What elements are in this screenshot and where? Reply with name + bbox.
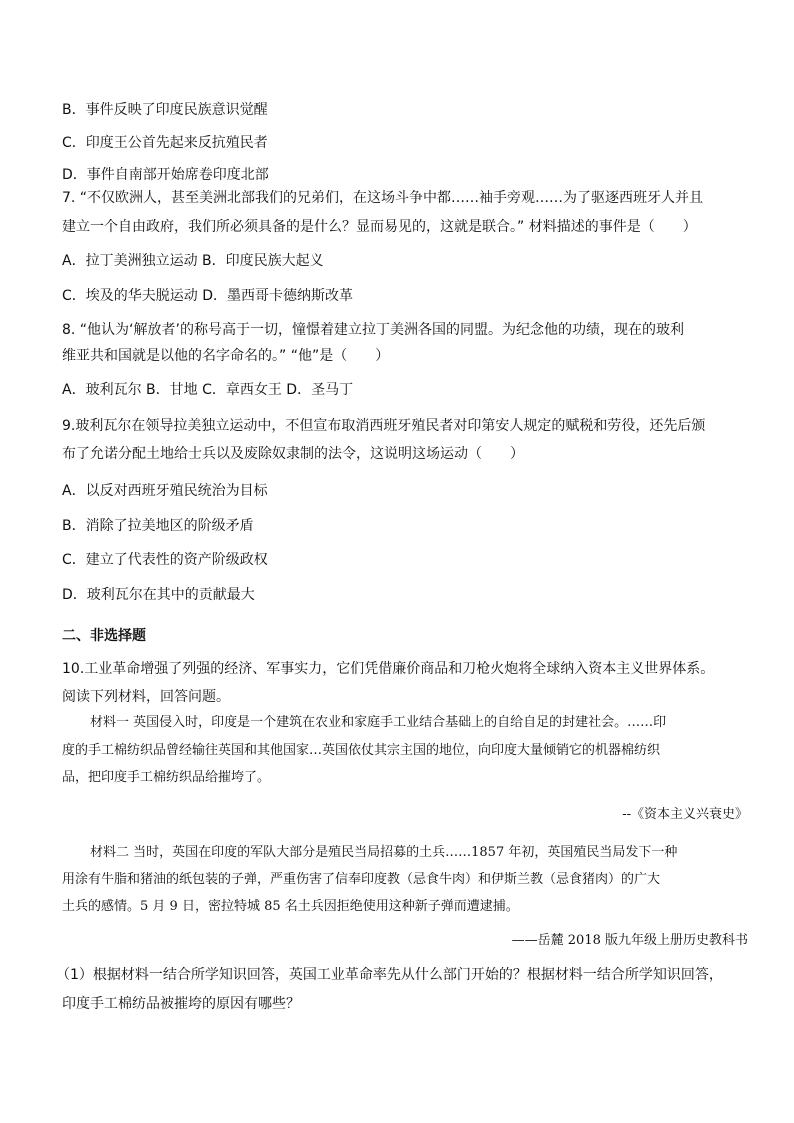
q8-stem-line2: 维亚共和国就是以他的名字命名的。” “他”是（ ） bbox=[62, 348, 390, 364]
material-two-line3: 土兵的感情。5 月 9 日，密拉特城 85 名土兵因拒绝使用这种新子弹而遭逮捕。 bbox=[62, 899, 519, 914]
material-one-line2: 度的手工棉纺织品曾经输往英国和其他国家…英国依仗其宗主国的地位，向印度大量倾销它的机器棉纺织 bbox=[62, 743, 661, 758]
q9-option-a: A．以反对西班牙殖民统治为目标 bbox=[62, 483, 268, 499]
q6-option-d: D．事件自南部开始席卷印度北部 bbox=[62, 167, 269, 183]
q7-options-ab: A．拉丁美洲独立运动 B．印度民族大起义 bbox=[62, 253, 324, 269]
q10-subquestion-1-line1: （1）根据材料一结合所学知识回答，英国工业革命率先从什么部门开始的？根据材料一结合所学知识回答， bbox=[56, 967, 723, 983]
q8-options: A．玻利瓦尔 B．甘地 C．章西女王 D．圣马丁 bbox=[62, 382, 354, 398]
q9-option-d: D．玻利瓦尔在其中的贡献最大 bbox=[62, 587, 255, 603]
q7-options-cd: C．埃及的华夫脱运动 D．墨西哥卡德纳斯改革 bbox=[62, 288, 354, 304]
material-one-line3: 品，把印度手工棉纺织品给摧垮了。 bbox=[62, 770, 271, 785]
material-one-line1: 材料一 英国侵入时，印度是一个建筑在农业和家庭手工业结合基础上的自给自足的封建社会。……印 bbox=[90, 715, 667, 730]
q10-stem-line1: 10.工业革命增强了列强的经济、军事实力，它们凭借廉价商品和刀枪火炮将全球纳入资本主义世界体系。 bbox=[62, 661, 715, 677]
q6-option-c: C．印度王公首先起来反抗殖民者 bbox=[62, 135, 268, 151]
q9-option-b: B．消除了拉美地区的阶级矛盾 bbox=[62, 518, 254, 534]
q7-stem-line1: 7. “不仅欧洲人，甚至美洲北部我们的兄弟们，在这场斗争中都……袖手旁观……为了驱逐西班牙人并且 bbox=[62, 190, 704, 206]
q10-stem-line2: 阅读下列材料，回答问题。 bbox=[62, 689, 230, 705]
q7-stem-line2: 建立一个自由政府，我们所必须具备的是什么？显而易见的，这就是联合。” 材料描述的事件是（ ） bbox=[62, 219, 697, 235]
q9-stem-line2: 布了允诺分配土地给士兵以及废除奴隶制的法令，这说明这场运动（ ） bbox=[62, 446, 524, 462]
section-title: 二、非选择题 bbox=[62, 628, 146, 644]
q10-subquestion-1-line2: 印度手工棉纺品被摧垮的原因有哪些？ bbox=[62, 996, 300, 1012]
material-two-line1: 材料二 当时，英国在印度的军队大部分是殖民当局招募的土兵……1857 年初，英国殖民当局发下一种 bbox=[90, 845, 678, 860]
q6-option-b: B．事件反映了印度民族意识觉醒 bbox=[62, 102, 268, 118]
q9-stem-line1: 9.玻利瓦尔在领导拉美独立运动中，不但宣布取消西班牙殖民者对印第安人规定的赋税和劳役，还先后颁 bbox=[62, 418, 706, 434]
material-two-line2: 用涂有牛脂和猪油的纸包装的子弹，严重伤害了信奉印度教（忌食牛肉）和伊斯兰教（忌食猪肉）的广大 bbox=[62, 872, 661, 887]
material-two-source: ——岳麓 2018 版九年级上册历史教科书 bbox=[511, 933, 748, 948]
q8-stem-line1: 8. “他认为‘解放者’的称号高于一切，憧憬着建立拉丁美洲各国的同盟。为纪念他的功绩，现在的玻利 bbox=[62, 322, 684, 338]
material-one-source: --《资本主义兴衰史》 bbox=[622, 807, 748, 822]
q9-option-c: C．建立了代表性的资产阶级政权 bbox=[62, 552, 268, 568]
